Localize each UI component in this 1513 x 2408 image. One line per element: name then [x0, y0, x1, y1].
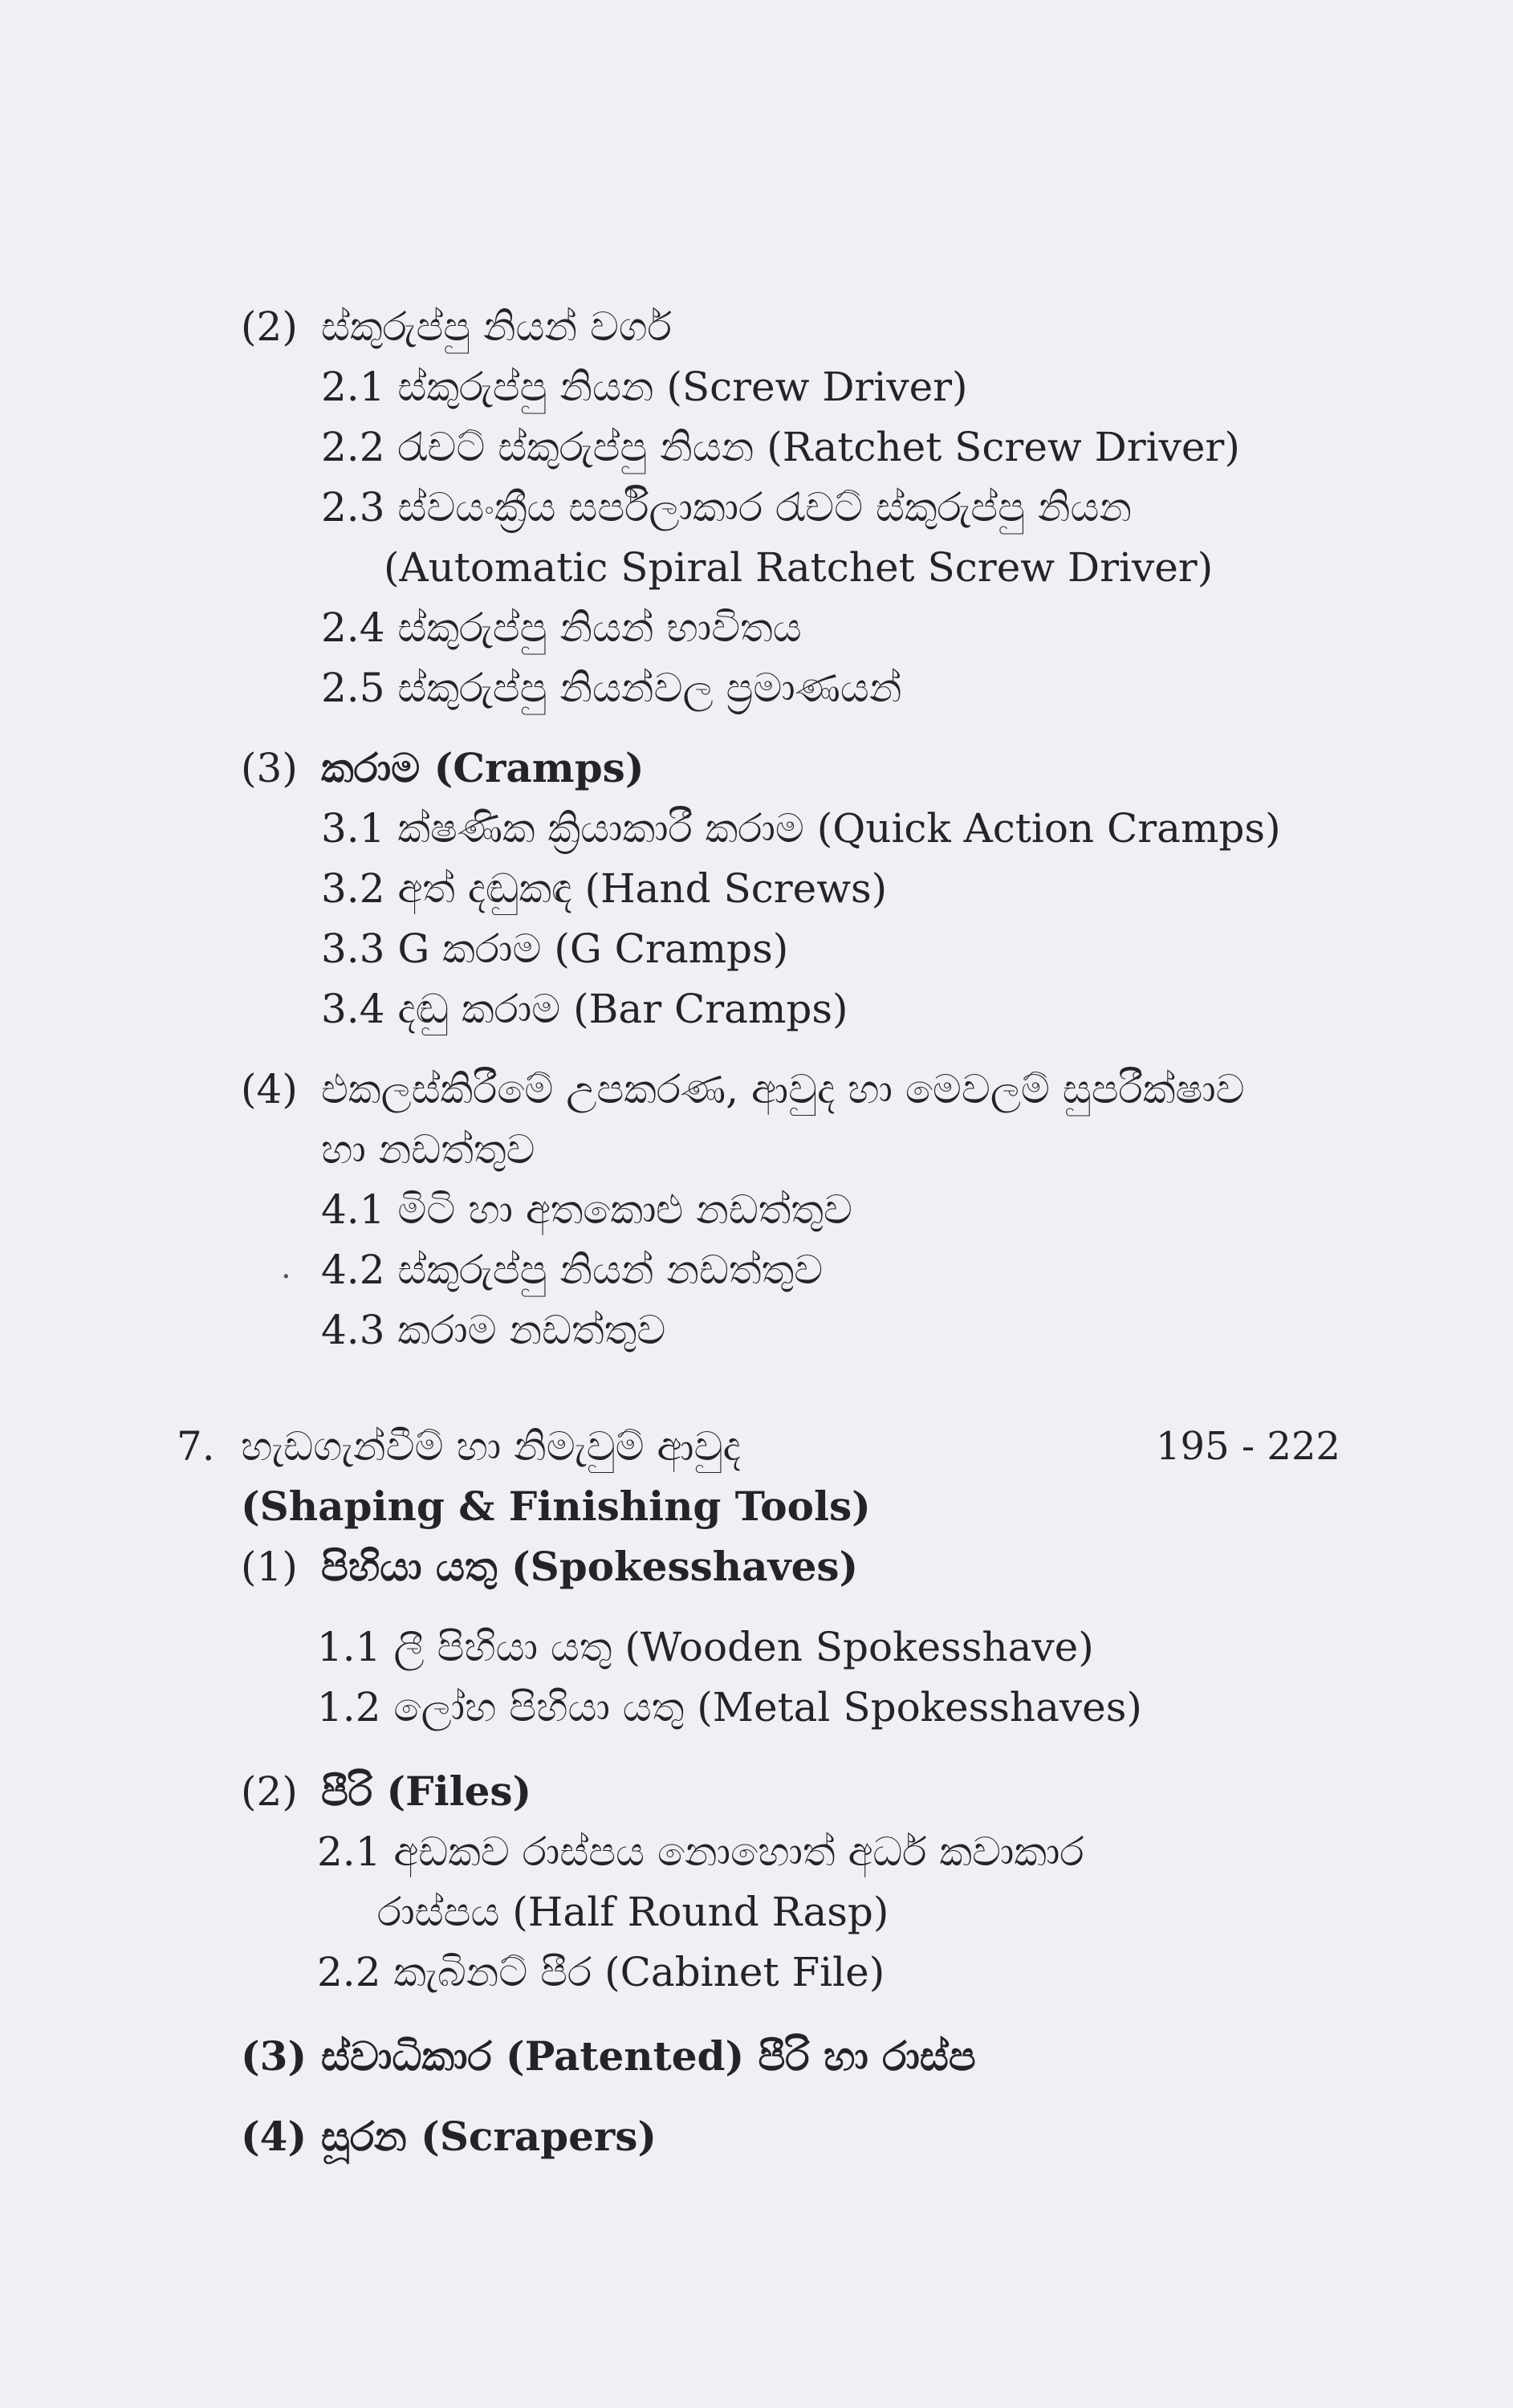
section-number: (3): [241, 2032, 307, 2080]
list-item: 2.3 ස්වයංක්‍රීය සර්පිලාකාර රැචට් ස්කුරුප්පු නියන: [321, 484, 1133, 531]
section-title-continued: හා නඩත්තුව: [321, 1126, 535, 1173]
list-item: (Automatic Spiral Ratchet Screw Driver): [384, 544, 1214, 591]
list-item: 2.1 ස්කුරුප්පු නියන (Screw Driver): [321, 364, 968, 410]
section-number: (1): [241, 1544, 298, 1590]
list-item: 4.3 කරාම නඩත්තුව: [321, 1307, 666, 1353]
list-item: 2.4 ස්කුරුප්පු නියන් භාවිතය: [321, 604, 802, 651]
chapter-title: හැඩගැන්වීම් හා නිමැවුම් ආවුද: [241, 1423, 741, 1470]
list-item: 2.2 රැචට් ස්කුරුප්පු නියන (Ratchet Screw Driver): [321, 424, 1240, 470]
subsection-3-heading: [241, 2031, 976, 2082]
subsection-2-heading: [241, 1766, 531, 1817]
section-title: පිහියා යතු (Spokesshaves): [321, 1543, 859, 1590]
subsection-1-heading: [241, 1541, 858, 1592]
section-number: (2): [241, 1768, 298, 1815]
section-number: (2): [241, 303, 298, 350]
list-item: 3.3 G කරාම (G Cramps): [321, 925, 789, 972]
section-title: සූරන (Scrapers): [321, 2113, 657, 2160]
list-item: 3.2 අත් දඬුකඳ (Hand Screws): [321, 865, 888, 912]
chapter-number: 7.: [177, 1423, 215, 1470]
chapter-page-range: 195 - 222: [1156, 1424, 1340, 1469]
section-number: (4): [241, 2113, 307, 2160]
list-item: 3.1 ක්ෂණික ක්‍රියාකාරී කරාම (Quick Action Cramps): [321, 805, 1281, 852]
section-title: ස්කුරුප්පු නියන් වර්ග: [321, 303, 672, 350]
list-item: 2.2 කැබිනට් පීර (Cabinet File): [317, 1949, 885, 1995]
list-item: 1.2 ලෝහ පිහියා යතු (Metal Spokesshaves): [317, 1684, 1142, 1731]
section-number: (3): [241, 745, 298, 791]
list-item: 3.4 දඬු කරාම (Bar Cramps): [321, 986, 848, 1032]
list-item: 4.1 මිටි හා අතකොළු නඩත්තුව: [321, 1186, 852, 1233]
list-item: 2.1 අඩකව රාස්පය නොහොත් අර්ධ කවාකාර: [317, 1828, 1084, 1875]
list-item: රාස්පය (Half Round Rasp): [377, 1889, 889, 1935]
chapter-7-heading: [177, 1421, 741, 1472]
section-number: (4): [241, 1066, 298, 1112]
section-title: එකලස්කිරීමේ උපකරණ, ආවුද හා මෙවලම් සුපරීක්ෂාව: [321, 1066, 1245, 1112]
section-2-heading: [241, 301, 672, 352]
list-item: 4.2 ස්කුරුප්පු නියන් නඩත්තුව: [321, 1247, 824, 1293]
stray-mark: ·: [281, 1259, 291, 1296]
section-4-heading: [241, 1064, 1245, 1115]
section-title: කරාම (Cramps): [321, 744, 645, 791]
list-item: 1.1 ලී පිහියා යතු (Wooden Spokesshave): [317, 1624, 1094, 1670]
chapter-subtitle: (Shaping & Finishing Tools): [241, 1483, 871, 1530]
list-item: 2.5 ස්කුරුප්පු නියන්වල ප්‍රමාණයන්: [321, 665, 902, 711]
section-title: ස්වාධිකාර (Patented) පීරි හා රාස්ප: [321, 2032, 976, 2080]
subsection-4-heading: [241, 2111, 657, 2162]
section-title: පීරි (Files): [321, 1767, 532, 1815]
section-3-heading: [241, 742, 644, 794]
